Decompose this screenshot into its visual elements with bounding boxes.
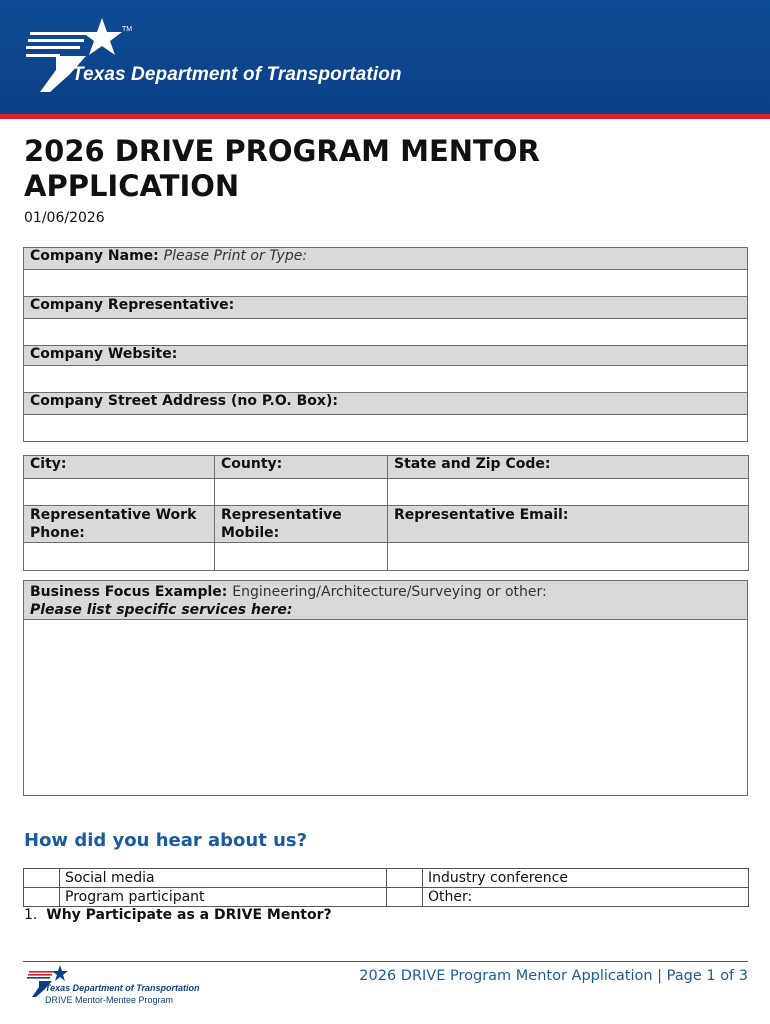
checkbox-program-participant[interactable]	[24, 888, 60, 907]
option-other: Other:	[423, 888, 749, 907]
option-social-media: Social media	[60, 869, 387, 888]
rep-work-phone-field[interactable]	[24, 543, 215, 571]
rep-email-label: Representative Email:	[388, 506, 749, 543]
street-address-field[interactable]	[24, 415, 748, 442]
checkbox-social-media[interactable]	[24, 869, 60, 888]
company-info-table	[23, 247, 748, 442]
rep-mobile-label: Representative Mobile:	[215, 506, 388, 543]
footer-page-info: 2026 DRIVE Program Mentor Application | Page 1 of 3	[359, 968, 748, 984]
company-website-label: Company Website:	[24, 346, 748, 366]
business-focus-services-hint: Please list specific services here:	[30, 602, 293, 618]
hear-about-heading: How did you hear about us?	[24, 830, 308, 851]
agency-name: Texas Department of Transportation	[72, 64, 402, 85]
header-red-stripe	[0, 114, 770, 119]
rep-mobile-field[interactable]	[215, 543, 388, 571]
hear-about-options	[23, 868, 749, 907]
company-name-hint: Please Print or Type:	[163, 248, 308, 264]
company-name-label: Company Name: Please Print or Type:	[24, 248, 748, 270]
question-1-number: 1.	[24, 907, 38, 923]
header-banner	[0, 0, 770, 118]
state-zip-label: State and Zip Code:	[388, 456, 749, 479]
county-label: County:	[215, 456, 388, 479]
company-name-field[interactable]	[24, 270, 748, 297]
company-rep-label: Company Representative:	[24, 297, 748, 319]
rep-email-field[interactable]	[388, 543, 749, 571]
company-rep-field[interactable]	[24, 319, 748, 346]
document-date: 01/06/2026	[24, 210, 105, 226]
question-1	[24, 907, 332, 923]
business-focus-label: Business Focus Example: Engineering/Architecture/Surveying or other: Please list specific services here:	[24, 581, 748, 620]
option-industry-conference: Industry conference	[423, 869, 749, 888]
state-zip-field[interactable]	[388, 479, 749, 506]
business-focus-field[interactable]	[24, 620, 748, 796]
checkbox-other[interactable]	[387, 888, 423, 907]
county-field[interactable]	[215, 479, 388, 506]
city-field[interactable]	[24, 479, 215, 506]
company-website-field[interactable]	[24, 366, 748, 393]
business-focus-table	[23, 580, 748, 796]
trademark-mark: TM	[122, 26, 133, 33]
business-focus-example: Engineering/Architecture/Surveying or other:	[232, 584, 547, 600]
page-title: 2026 DRIVE PROGRAM MENTOR APPLICATION	[24, 134, 540, 203]
footer-logo-subtitle: DRIVE Mentor-Mentee Program	[45, 995, 174, 1005]
question-1-text: Why Participate as a DRIVE Mentor?	[46, 907, 332, 923]
checkbox-industry-conference[interactable]	[387, 869, 423, 888]
city-label: City:	[24, 456, 215, 479]
option-program-participant: Program participant	[60, 888, 387, 907]
street-address-label: Company Street Address (no P.O. Box):	[24, 393, 748, 415]
footer-divider	[23, 961, 748, 962]
rep-work-phone-label: Representative Work Phone:	[24, 506, 215, 543]
footer-logo-text: Texas Department of Transportation	[45, 983, 200, 993]
contact-table	[23, 455, 749, 571]
